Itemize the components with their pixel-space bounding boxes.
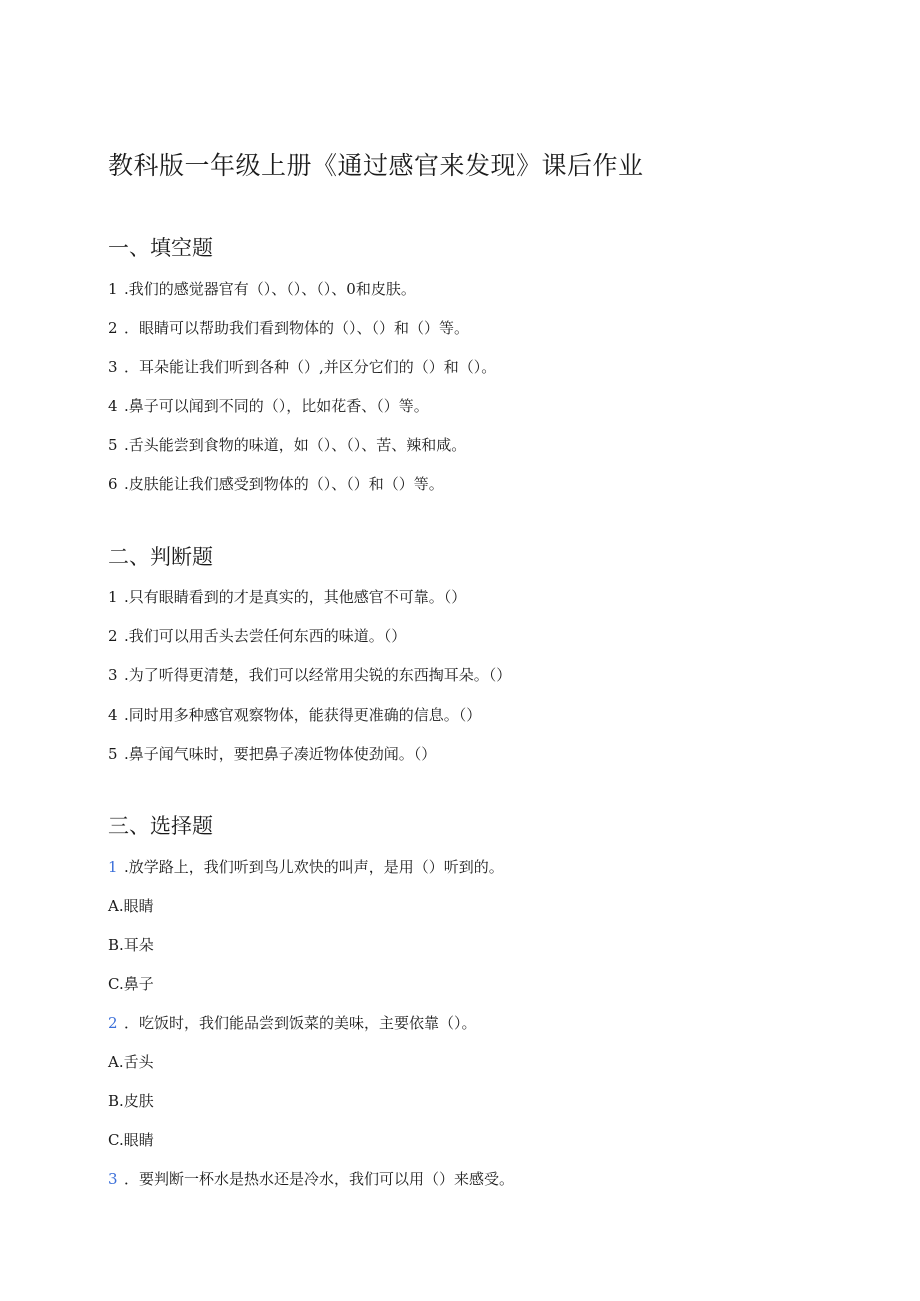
question-text: .放学路上，我们听到鸟儿欢快的叫声，是用（）听到的。 [124, 858, 504, 876]
question-text: .为了听得更清楚，我们可以经常用尖锐的东西掏耳朵。（） [124, 666, 512, 684]
question-number: 3 [108, 1170, 118, 1188]
page-title: 教科版一年级上册《通过感官来发现》课后作业 [108, 151, 644, 180]
choice-option: A.眼睛 [108, 897, 154, 915]
question-number: 5 [108, 745, 118, 763]
fill-in-question [108, 357, 496, 377]
question-text: .只有眼睛看到的才是真实的，其他感官不可靠。（） [124, 588, 467, 606]
question-text: .舌头能尝到食物的味道，如（）、（）、苦、辣和咸。 [124, 436, 467, 454]
true-false-question [108, 705, 481, 725]
true-false-question [108, 587, 466, 607]
question-number: 6 [108, 475, 118, 493]
section-heading-true-false: 二、判断题 [108, 545, 213, 569]
question-text: ．吃饭时，我们能品尝到饭菜的美味，主要依靠（）。 [124, 1014, 477, 1032]
question-number: 2 [108, 319, 118, 337]
question-number: 3 [108, 358, 118, 376]
section-heading-multiple-choice: 三、选择题 [108, 814, 213, 838]
fill-in-question [108, 318, 469, 338]
question-text: .同时用多种感官观察物体，能获得更准确的信息。（） [124, 706, 482, 724]
true-false-question [108, 744, 436, 764]
section-heading-fill-in: 一、填空题 [108, 236, 213, 260]
fill-in-question [108, 474, 444, 494]
question-number: 1 [108, 588, 118, 606]
question-text: .我们可以用舌头去尝任何东西的味道。（） [124, 627, 407, 645]
question-text: ．耳朵能让我们听到各种（）,并区分它们的（）和（）。 [124, 358, 497, 376]
true-false-question [108, 665, 511, 685]
question-number: 5 [108, 436, 118, 454]
question-text: .鼻子闻气味时，要把鼻子凑近物体使劲闻。（） [124, 745, 437, 763]
choice-option: C.眼睛 [108, 1131, 154, 1149]
choice-option: B.耳朵 [108, 936, 154, 954]
question-number: 1 [108, 858, 118, 876]
choice-option: A.舌头 [108, 1053, 154, 1071]
fill-in-question [108, 279, 416, 299]
choice-question [108, 1013, 477, 1033]
choice-option: C.鼻子 [108, 975, 154, 993]
question-number: 4 [108, 397, 118, 415]
choice-question [108, 1169, 514, 1189]
fill-in-question [108, 396, 429, 416]
question-text: .皮肤能让我们感受到物体的（）、（）和（）等。 [124, 475, 444, 493]
question-number: 2 [108, 627, 118, 645]
question-number: 4 [108, 706, 118, 724]
question-text: .我们的感觉器官有（）、（）、（）、0和皮肤。 [124, 280, 416, 298]
fill-in-question [108, 435, 466, 455]
question-text: .鼻子可以闻到不同的（），比如花香、（）等。 [124, 397, 429, 415]
question-text: ．眼睛可以帮助我们看到物体的（）、（）和（）等。 [124, 319, 470, 337]
question-number: 2 [108, 1014, 118, 1032]
question-text: ．要判断一杯水是热水还是冷水，我们可以用（）来感受。 [124, 1170, 515, 1188]
choice-option: B.皮肤 [108, 1092, 154, 1110]
true-false-question [108, 626, 406, 646]
question-number: 1 [108, 280, 118, 298]
question-number: 3 [108, 666, 118, 684]
choice-question [108, 857, 504, 877]
